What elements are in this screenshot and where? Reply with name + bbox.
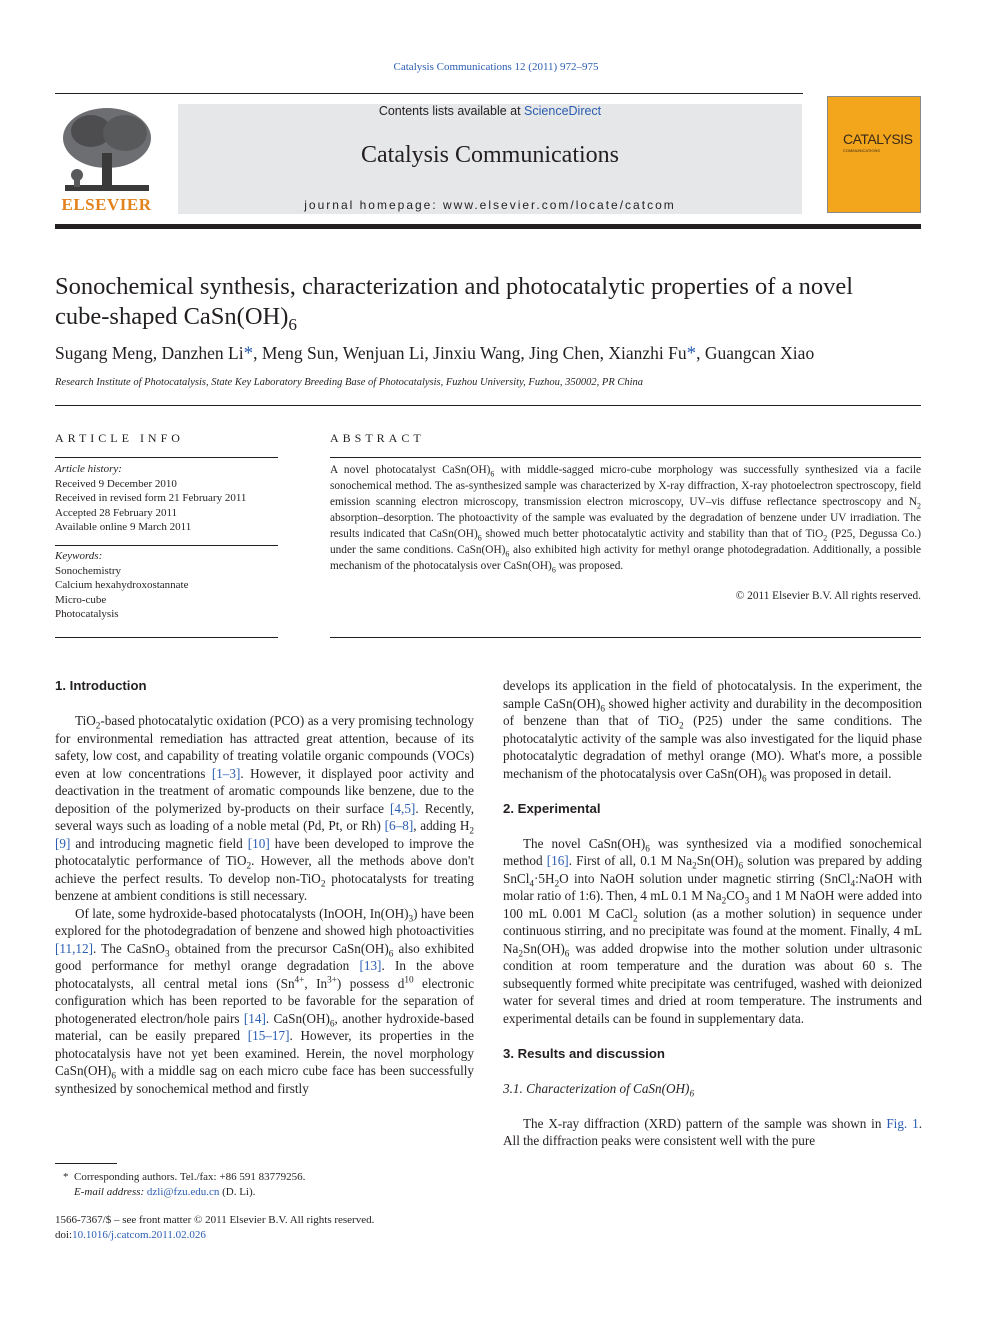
received-date: Received 9 December 2010 [55,477,177,490]
email-suffix: (D. Li). [222,1186,256,1198]
article-info-heading: ARTICLE INFO [55,431,184,445]
issn-text: 1566-7367/$ – see front matter © 2011 Elsevier B.V. All rights reserved. [55,1214,375,1226]
right-column [503,677,922,1150]
cover-title: CATALYSIS [843,131,913,147]
keywords [55,549,189,622]
results-heading: 3. Results and discussion [503,1045,665,1061]
contents-line [178,104,802,118]
issn-line [55,1213,374,1243]
title-line-2: cube-shaped CaSn(OH) [55,303,289,330]
keyword: Calcium hexahydroxostannate [55,579,189,591]
journal-citation[interactable]: Catalysis Communications 12 (2011) 972–975 [393,61,599,73]
title-rule [55,405,921,406]
experimental-paragraph: The novel $CaSn(OH)_6$ was synthesized via a modified sonochemical method [16]. First of all, 0.1 M $Na_2Sn(OH)_6$ solution was prepared by adding $SnCl_4\cdot 5H_2O$ into NaOH solution under magnetic stirring (SnCl$_4$:NaOH with molar ratio of 1:6). Then, 4 mL 0.1 M $Na_2CO_3$ and 1 M NaOH were added into 100 mL 0.001 M CaCl$_2$ solution (as a mother solution) in sequence under continuous stirring, and no precipitate was found at the moment. Finally, 4 mL $Na_2Sn(OH)_6$ was added dropwise into the mother solution under ultrasonic condition at room temperature and the duration was about 60 s. The subsequently formed white precipitate was centrifuged, washed with deionized water for several times and dried at room temperature. The instruments and experimental details can be found in supplementary data. [503,835,922,1026]
header-rule [55,93,803,94]
email-link[interactable]: dzli@fzu.edu.cn [146,1186,220,1198]
email-label: E-mail address: [74,1186,145,1198]
revised-date: Received in revised form 21 February 2011 [55,492,247,504]
abstract-rule [330,457,921,458]
article-title [55,272,935,332]
journal-homepage[interactable]: journal homepage: www.elsevier.com/locate/catcom [304,198,676,212]
corresponding-footnote [63,1170,305,1200]
doi-link[interactable]: 10.1016/j.catcom.2011.02.026 [72,1229,206,1241]
accepted-date: Accepted 28 February 2011 [55,506,178,519]
authors-part-2: , Meng Sun, Wenjuan Li, Jinxiu Wang, Jing Chen, Xianzhi Fu [253,343,687,363]
keywords-label: Keywords: [55,550,103,562]
abstract-text: A novel photocatalyst $CaSn(OH)_6$ with middle-sagged micro-cube morphology was successfully synthesized via a facile sonochemical method. The as-synthesized sample was characterized by X-ray diffraction, X-ray photoelectron spectroscopy, field emission scanning electron microscopy, transmission electron microscopy, UV–vis diffuse reflectance spectroscopy and $N_2$ absorption–desorption. The photoactivity of the sample was evaluated by the degradation of benzene under UV irradiation. The results indicated that $CaSn(OH)_6$ showed much better photocatalytic activity and stability than that of TiO$_2$ (P25, Degussa Co.) under the same conditions. $CaSn(OH)_6$ also exhibited high activity for methyl orange photodegradation. Additionally, a possible mechanism of the photocatalysis over $CaSn(OH)_6$ was proposed. [330,464,922,575]
left-column [55,677,474,1097]
contents-prefix: Contents lists available at [378,104,525,118]
footnote-rule [55,1163,117,1164]
keyword: Micro-cube [55,593,107,606]
results-paragraph: The X-ray diffraction (XRD) pattern of the sample was shown in Fig. 1. All the diffraction peaks were consistent well with the pure [503,1115,922,1148]
intro-paragraph-3: develops its application in the field of photocatalysis. In the experiment, the sample $CaSn(OH)_6$ showed higher activity and durability in the decomposition of benzene than that of TiO$_2$ (P25) under the same conditions. The photocatalytic activity of the sample was also investigated for the liquid phase photocatalytic degradation of methyl orange (MO). What's more, a possible mechanism of the photocatalysis over $CaSn(OH)_6$ was proposed in detail. [503,678,923,784]
keyword: Sonochemistry [55,564,121,577]
subsection-heading-sub: 6 [689,1088,695,1099]
authors-part-1: Sugang Meng, Danzhen Li [55,343,244,363]
sciencedirect-link[interactable]: ScienceDirect [524,104,602,118]
authors [55,343,935,365]
experimental-heading: 2. Experimental [503,800,601,816]
history-label: Article history: [55,463,122,475]
cover-subtitle: COMMUNICATIONS [843,148,881,153]
corresponding-text: Corresponding authors. Tel./fax: +86 591 83779256. [74,1171,306,1183]
affiliation: Research Institute of Photocatalysis, State Key Laboratory Breeding Base of Photocatalysis, Fuzhou University, Fuzhou, 350002, PR China [55,377,644,388]
article-info-rule [55,457,278,458]
subsection-heading-text: 3.1. Characterization of CaSn(OH) [503,1080,690,1096]
keyword: Photocatalysis [55,608,119,620]
intro-paragraph-2: Of late, some hydroxide-based photocatalysts (InOOH, $In(OH)_3$) have been explored for the photodegradation of benzene and showed high photoactivities [11,12]. The CaSnO$_3$ obtained from the precursor $CaSn(OH)_6$ also exhibited good performance for methyl orange degradation [13]. In the above photocatalysts, all central metal ions ($Sn^{4+}$, $In^{3+}$) possess $d^{10}$ electronic configuration which has been reported to be favorable for the separation of photogenerated electron/hole pairs [14]. $CaSn(OH)_6$, another hydroxide-based material, can be easily prepared [15–17]. However, its properties in the photocatalysis have not yet been examined. Herein, the novel morphology $CaSn(OH)_6$ with a middle sag on each micro cube face has been successfully synthesized by sonochemical method and firstly [55,905,474,1096]
header-thick-rule [55,224,921,229]
journal-title: Catalysis Communications [361,142,619,168]
corresponding-star-1[interactable]: * [243,343,254,364]
doi-label: doi: [55,1229,73,1241]
elsevier-wordmark: ELSEVIER [61,195,152,214]
article-history [55,462,246,535]
subsection-3-1-heading [503,1080,922,1098]
title-subscript: 6 [288,314,297,334]
title-line-1: Sonochemical synthesis, characterization and photocatalytic properties of a novel [55,273,854,300]
intro-paragraph-1: TiO$_2$-based photocatalytic oxidation (PCO) as a very promising technology for environmental remediation has attracted great attention, because of its safety, low cost, and capability of treating volatile organic compounds (VOCs) even at low concentrations [1–3]. However, it displayed poor activity and deactivation in the treatment of aromatic compounds like benzene, due to the deposition of the polymerized by-products on their surface [4,5]. Recently, several ways such as loading of a noble metal (Pd, Pt, or Rh) [6–8], adding $H_2$ [9] and introducing magnetic field [10] have been developed to improve the photocatalytic performance of TiO$_2$. However, all the methods above don't achieve the perfect results. To develop non-TiO$_2$ photocatalysts for treating benzene at ambient conditions is still necessary. [55,713,475,903]
corresponding-star-2[interactable]: * [686,343,697,364]
keywords-rule [55,545,278,546]
article-info-bottom-rule [55,637,278,638]
online-date: Available online 9 March 2011 [55,521,192,533]
abstract-heading: ABSTRACT [330,431,425,445]
authors-part-3: , Guangcan Xiao [696,343,815,363]
abstract-copyright: © 2011 Elsevier B.V. All rights reserved. [735,590,921,602]
footnote-star: * [63,1171,69,1183]
abstract-bottom-rule [330,637,921,638]
journal-cover-image [827,96,921,213]
intro-heading: 1. Introduction [55,678,147,693]
